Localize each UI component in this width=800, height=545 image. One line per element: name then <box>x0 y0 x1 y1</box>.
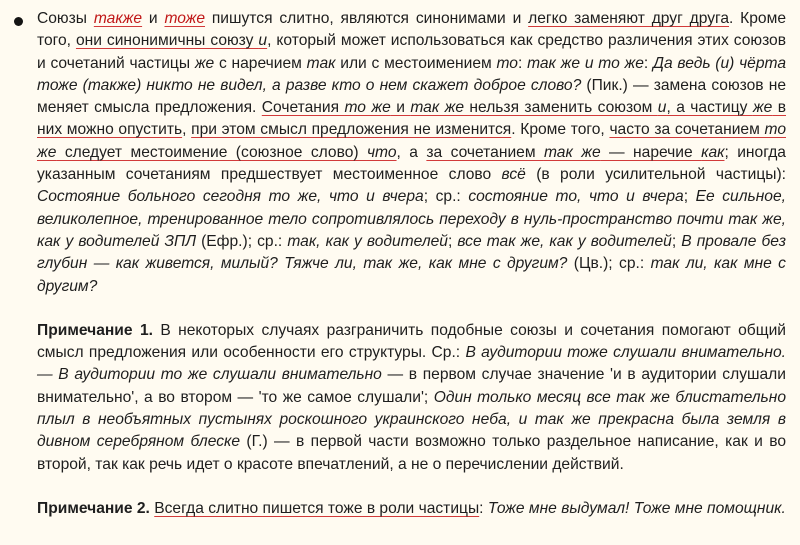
text: ; <box>671 232 682 250</box>
text: , а частицу <box>666 99 753 117</box>
text: за сочетанием <box>426 143 544 161</box>
text: : <box>643 54 653 72</box>
text: с наречием <box>214 54 307 72</box>
italic-word: так же <box>543 143 601 161</box>
underlined-text: легко заменяют друг друга <box>528 10 730 27</box>
text: и <box>142 10 165 27</box>
italic-word: же <box>752 99 773 117</box>
italic-word: и <box>657 99 667 117</box>
text: и <box>390 99 411 117</box>
italic-word: как <box>701 143 725 161</box>
text: ; иногда указанным сочетаниям предшествует местоименное слово <box>37 143 786 184</box>
text: . Кроме того, <box>37 10 786 50</box>
example-quote: Один только месяц все так же блистательно плыл в необъятных пустынях роскошного украинского неба, и так же прекрасна была земля в дивном серебряном блеске <box>37 388 786 451</box>
example-quote: Да ведь (и) чёрта тоже (также) никто не видел, а разве кто о нем скажет доброе слово? <box>37 54 786 94</box>
italic-word: так <box>306 54 336 72</box>
bullet-icon <box>14 17 23 26</box>
main-paragraph <box>37 8 786 298</box>
text: — в первом случае значение 'и в аудитории слушали внимательно', а во втором — 'то же самое слушали'; <box>37 366 786 406</box>
text: , <box>182 121 192 139</box>
text: : <box>479 499 488 517</box>
italic-word: то же <box>37 121 786 161</box>
text: пишутся слитно, являются синонимами и <box>205 10 529 27</box>
italic-word: так же <box>410 99 465 117</box>
text: В некоторых случаях разграничить подобные союзы и сочетания помогают общий смысл предложения или особенности его структуры. Ср.: <box>37 321 786 362</box>
text: или с местоимением <box>335 54 497 72</box>
text: (Ефр.); ср.: <box>196 232 288 250</box>
note-label: Примечание 2. <box>37 499 150 517</box>
underlined-text: Всегда слитно пишется тоже в роли частицы <box>154 499 480 517</box>
text: , а <box>396 143 427 161</box>
text: (Пик.) — замена союзов не меняет смысла предложения. <box>37 76 786 117</box>
example-quote: все так же, как у водителей <box>457 232 672 250</box>
underlined-text <box>76 32 267 49</box>
example-quote: так ли, как мне с другим? <box>37 255 786 295</box>
text: — наречие <box>600 143 702 161</box>
italic-word: то <box>496 54 518 72</box>
text: Союзы <box>37 10 94 27</box>
text: они синонимичны союзу <box>75 32 259 50</box>
example-quote: Состояние больного сегодня то же, что и вчера <box>37 188 424 206</box>
underlined-text <box>426 144 724 161</box>
text: , который может использоваться как средство различения этих союзов и сочетаний частицы <box>37 32 787 72</box>
text: (в роли усилительной частицы): <box>525 166 786 184</box>
example-quote: В аудитории тоже слушали внимательно. — В аудитории то же слушали внимательно <box>37 344 786 384</box>
text: часто за сочетанием <box>609 121 765 139</box>
italic-word: то же <box>344 99 391 117</box>
text: : <box>517 54 528 72</box>
text: следует местоимение (союзное слово) <box>56 143 367 161</box>
example-quote: Ее сильное, великолепное, тренированное тело сопротивлялось переходу в нуль-пространство почти так же, как у водителей ЗПЛ <box>37 188 786 250</box>
text: ; <box>683 188 696 206</box>
text: нельзя заменить союзом <box>464 99 658 117</box>
highlight-word: тоже <box>164 10 206 27</box>
italic-word: что <box>366 143 397 161</box>
text: . Кроме того, <box>511 121 610 139</box>
italic-word: так же и то же <box>527 54 644 72</box>
highlight-word: также <box>93 10 143 27</box>
text: (Цв.); ср.: <box>567 255 651 273</box>
text: ; ср.: <box>423 188 469 206</box>
underlined-text: при этом смысл предложения не изменится <box>191 121 512 139</box>
note-1-paragraph <box>37 320 786 476</box>
text: (Г.) — в первой части возможно только раздельное написание, как и во второй, так как речь идет о красоте впечатлений, а не о перечислении действий. <box>37 433 787 473</box>
note-label: Примечание 1. <box>37 321 153 339</box>
example-quote: так, как у водителей <box>287 232 448 250</box>
example-quote: В провале без глубин — как живется, милый? Тяжче ли, так же, как мне с другим? <box>37 232 786 273</box>
text: Сочетания <box>261 99 345 117</box>
italic-word: всё <box>501 166 526 184</box>
italic-word: же <box>194 54 215 72</box>
text: ; <box>447 232 458 250</box>
example-quote: Тоже мне выдумал! Тоже мне помощник. <box>487 499 786 517</box>
example-quote: состояние то, что и вчера <box>468 188 684 206</box>
text: в них можно опустить <box>37 99 786 139</box>
note-2-paragraph <box>37 498 786 520</box>
italic-word: и <box>258 32 268 50</box>
